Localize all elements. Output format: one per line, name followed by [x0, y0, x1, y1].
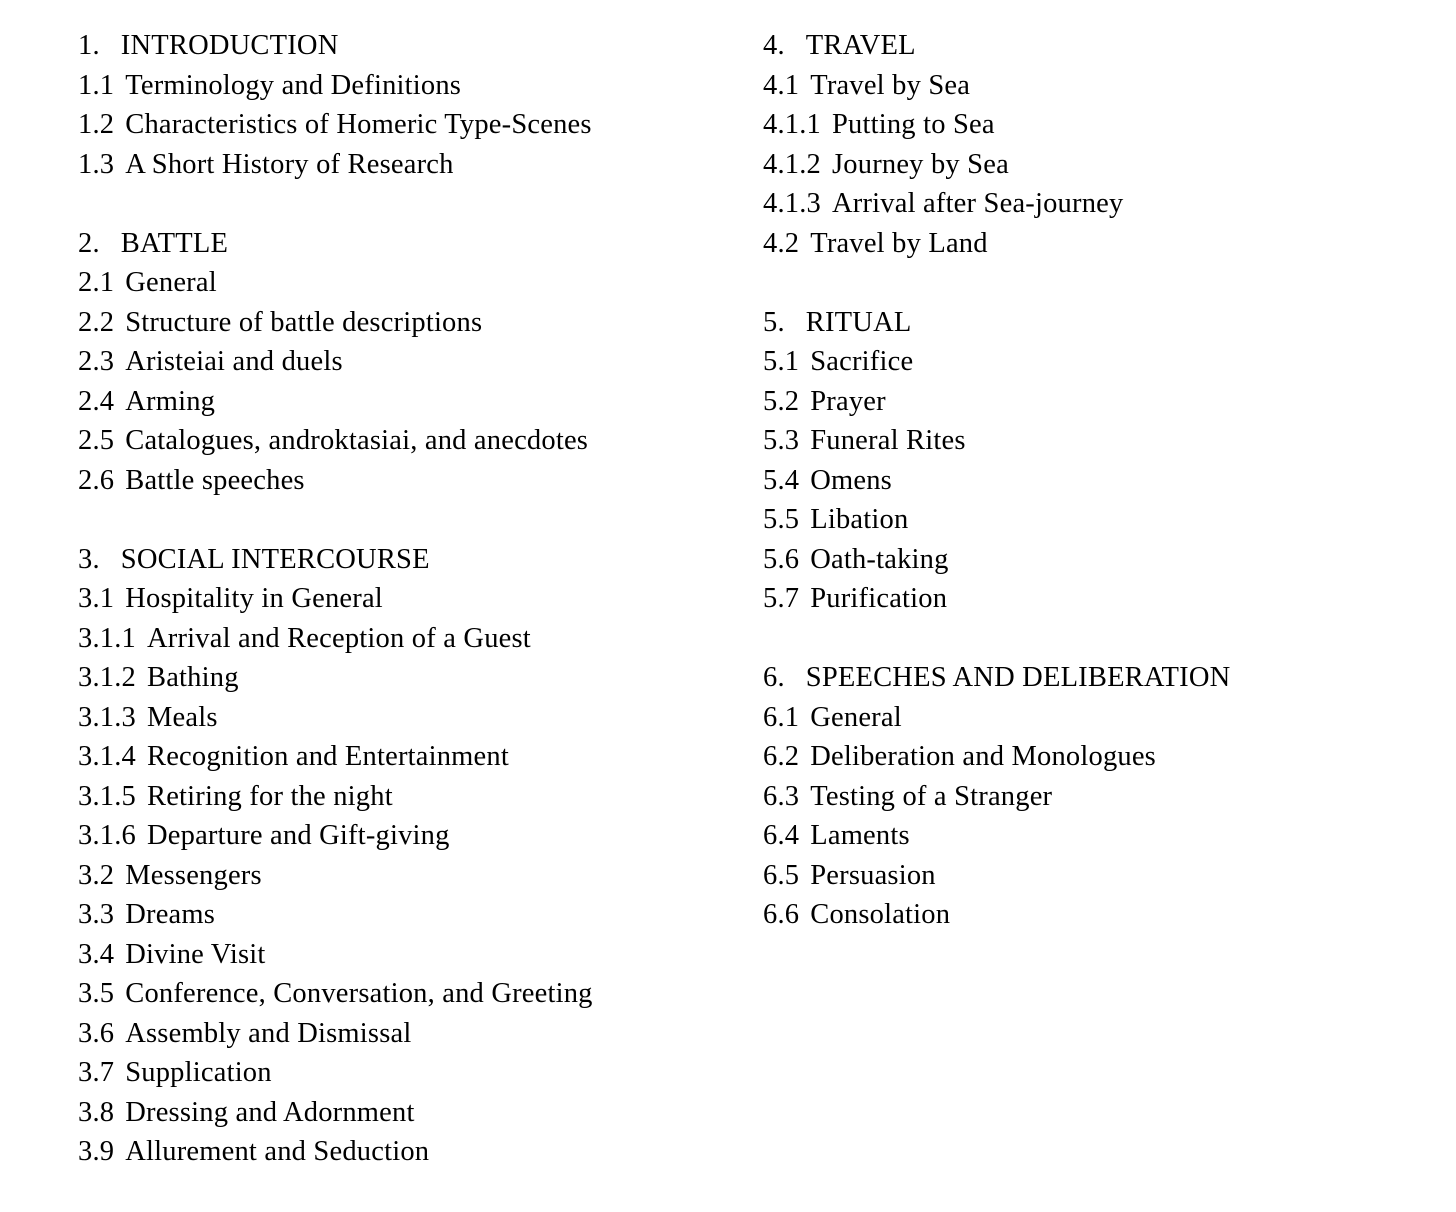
toc-section-number: 4. — [763, 30, 785, 61]
toc-section-title: RITUAL — [805, 306, 912, 338]
toc-section-title: SPEECHES AND DELIBERATION — [805, 662, 1231, 693]
toc-entry-number: 1.3 — [78, 148, 115, 180]
toc-section — [78, 540, 763, 1172]
toc-entry-number: 5.1 — [763, 346, 800, 377]
toc-entry-number: 4.1 — [763, 69, 800, 101]
toc-entry-number: 3.1.1 — [78, 622, 136, 654]
toc-entry — [78, 382, 763, 422]
toc-entry — [78, 1093, 763, 1133]
toc-entry-number: 3.1.2 — [78, 662, 136, 693]
toc-section-title: TRAVEL — [805, 30, 916, 61]
toc-entry-number: 4.1.1 — [763, 109, 821, 140]
toc-entry-number: 3.7 — [78, 1057, 115, 1088]
toc-entry-label: General — [125, 267, 217, 298]
toc-section — [78, 26, 763, 184]
toc-entry-number: 6.2 — [763, 741, 800, 772]
toc-entry-number: 3.4 — [78, 938, 115, 970]
toc-entry-label: Terminology and Definitions — [125, 69, 462, 101]
toc-entry-number: 6.3 — [763, 780, 800, 812]
toc-entry — [78, 974, 763, 1014]
toc-section-header — [78, 540, 763, 580]
toc-entry — [78, 263, 763, 303]
toc-entry — [78, 658, 763, 698]
toc-entry-number: 3.1.5 — [78, 780, 136, 812]
toc-entry — [78, 856, 763, 896]
toc-entry — [78, 421, 763, 461]
toc-entry-number: 6.1 — [763, 701, 800, 733]
toc-entry — [78, 935, 763, 975]
toc-entry — [78, 1014, 763, 1054]
toc-entry-label: Prayer — [810, 385, 886, 417]
toc-entry-label: Conference, Conversation, and Greeting — [125, 978, 593, 1009]
toc-entry — [763, 777, 1456, 817]
toc-entry-label: Laments — [810, 820, 910, 851]
toc-entry-number: 2.6 — [78, 464, 115, 496]
toc-entry-label: Arrival and Reception of a Guest — [147, 622, 531, 654]
toc-entry-label: Travel by Land — [810, 227, 988, 259]
toc-entry-number: 6.5 — [763, 859, 800, 891]
toc-entry — [763, 737, 1456, 777]
toc-entry-label: Oath-taking — [810, 543, 949, 575]
toc-entry-label: General — [810, 701, 902, 733]
toc-entry-label: Departure and Gift-giving — [147, 820, 450, 851]
toc-section-number: 1. — [78, 30, 100, 61]
toc-entry-label: Messengers — [125, 859, 262, 891]
toc-entry-label: Dreams — [125, 899, 216, 930]
toc-entry-number: 4.1.3 — [763, 188, 821, 219]
toc-section-title: BATTLE — [120, 227, 229, 259]
toc-entry-label: Supplication — [125, 1057, 272, 1088]
toc-entry-label: Omens — [810, 464, 892, 496]
toc-entry-number: 2.1 — [78, 267, 115, 298]
toc-entry — [763, 184, 1456, 224]
toc-column-right — [763, 26, 1456, 1172]
toc-entry-number: 6.4 — [763, 820, 800, 851]
toc-entry-number: 5.6 — [763, 543, 800, 575]
toc-entry-label: Consolation — [810, 899, 951, 930]
toc-section-number: 5. — [763, 306, 785, 338]
toc-section-header — [78, 224, 763, 264]
toc-entry-number: 5.4 — [763, 464, 800, 496]
toc-entry-label: Catalogues, androktasiai, and anecdotes — [125, 425, 589, 456]
toc-entry-number: 1.1 — [78, 69, 115, 101]
toc-entry-number: 3.3 — [78, 899, 115, 930]
toc-entry-label: Testing of a Stranger — [810, 780, 1053, 812]
toc-entry — [78, 1132, 763, 1172]
toc-entry — [763, 856, 1456, 896]
toc-section — [763, 658, 1456, 935]
toc-entry-number: 4.2 — [763, 227, 800, 259]
toc-entry — [78, 105, 763, 145]
toc-section — [763, 303, 1456, 619]
toc-entry — [763, 816, 1456, 856]
toc-entry-label: Hospitality in General — [125, 583, 383, 614]
toc-entry — [763, 421, 1456, 461]
toc-entry-number: 3.6 — [78, 1017, 115, 1049]
toc-column-left — [78, 26, 763, 1172]
toc-entry-label: Meals — [147, 701, 218, 733]
toc-entry-label: Purification — [810, 583, 948, 614]
toc-entry — [78, 698, 763, 738]
toc-entry-number: 4.1.2 — [763, 148, 821, 180]
toc-entry-number: 3.5 — [78, 978, 115, 1009]
toc-entry — [763, 382, 1456, 422]
toc-entry-label: Bathing — [147, 662, 239, 693]
toc-section — [78, 224, 763, 501]
toc-section-number: 3. — [78, 543, 100, 575]
toc-entry-label: Battle speeches — [125, 464, 305, 496]
toc-entry — [763, 461, 1456, 501]
toc-entry — [78, 895, 763, 935]
toc-entry — [78, 1053, 763, 1093]
toc-entry-label: Funeral Rites — [810, 425, 966, 456]
toc-entry-label: Recognition and Entertainment — [147, 741, 509, 772]
toc-entry-label: Journey by Sea — [832, 148, 1009, 180]
toc-entry — [78, 619, 763, 659]
toc-entry — [78, 579, 763, 619]
toc-entry-label: Assembly and Dismissal — [125, 1017, 412, 1049]
toc-entry — [763, 698, 1456, 738]
toc-entry-label: Dressing and Adornment — [125, 1096, 415, 1128]
toc-section — [763, 26, 1456, 263]
toc-entry-label: Arming — [125, 385, 216, 417]
toc-entry — [78, 342, 763, 382]
toc-entry-number: 2.2 — [78, 306, 115, 338]
toc-entry — [78, 777, 763, 817]
toc-section-header — [763, 26, 1456, 66]
toc-entry-number: 3.1.3 — [78, 701, 136, 733]
toc-entry — [78, 737, 763, 777]
toc-entry-number: 3.8 — [78, 1096, 115, 1128]
toc-entry-label: Structure of battle descriptions — [125, 306, 483, 338]
toc-entry-number: 3.1 — [78, 583, 115, 614]
toc-entry-label: Libation — [810, 504, 909, 535]
toc-entry-label: Persuasion — [810, 859, 936, 891]
toc-entry — [763, 342, 1456, 382]
toc-entry — [78, 461, 763, 501]
toc-entry-number: 2.5 — [78, 425, 115, 456]
toc-entry-label: Arrival after Sea-journey — [832, 188, 1124, 219]
toc-entry-label: Travel by Sea — [810, 69, 971, 101]
toc-entry-number: 6.6 — [763, 899, 800, 930]
toc-section-title: SOCIAL INTERCOURSE — [120, 543, 430, 575]
toc-entry-number: 2.3 — [78, 346, 115, 377]
toc-entry-label: Sacrifice — [810, 346, 914, 377]
toc-section-number: 6. — [763, 662, 785, 693]
toc-entry-number: 3.9 — [78, 1136, 115, 1167]
toc-entry — [763, 145, 1456, 185]
toc-entry-number: 2.4 — [78, 385, 115, 417]
toc-section-title: INTRODUCTION — [120, 30, 339, 61]
toc-entry-label: Allurement and Seduction — [125, 1136, 430, 1167]
toc-entry-label: Aristeiai and duels — [125, 346, 343, 377]
toc-section-number: 2. — [78, 227, 100, 259]
toc-entry — [78, 66, 763, 106]
toc-entry — [78, 145, 763, 185]
toc-entry — [78, 303, 763, 343]
toc-section-header — [763, 303, 1456, 343]
toc-section-header — [763, 658, 1456, 698]
toc-entry — [763, 224, 1456, 264]
toc-entry-label: Putting to Sea — [832, 109, 995, 140]
toc-entry-number: 3.2 — [78, 859, 115, 891]
toc-entry — [763, 66, 1456, 106]
toc-entry — [763, 105, 1456, 145]
toc-entry — [763, 895, 1456, 935]
toc-entry-number: 5.5 — [763, 504, 800, 535]
toc-entry-label: Characteristics of Homeric Type-Scenes — [125, 109, 592, 140]
toc-entry-number: 1.2 — [78, 109, 115, 140]
toc-entry — [763, 579, 1456, 619]
toc-entry-label: Retiring for the night — [147, 780, 393, 812]
toc-entry — [763, 500, 1456, 540]
toc-entry-number: 5.3 — [763, 425, 800, 456]
toc-entry-number: 5.2 — [763, 385, 800, 417]
toc-entry — [763, 540, 1456, 580]
toc-section-header — [78, 26, 763, 66]
toc-entry-label: Deliberation and Monologues — [810, 741, 1156, 772]
toc-entry-number: 3.1.4 — [78, 741, 136, 772]
toc-entry-label: Divine Visit — [125, 938, 266, 970]
toc-entry-number: 5.7 — [763, 583, 800, 614]
toc-entry — [78, 816, 763, 856]
toc-entry-number: 3.1.6 — [78, 820, 136, 851]
toc-entry-label: A Short History of Research — [125, 148, 454, 180]
